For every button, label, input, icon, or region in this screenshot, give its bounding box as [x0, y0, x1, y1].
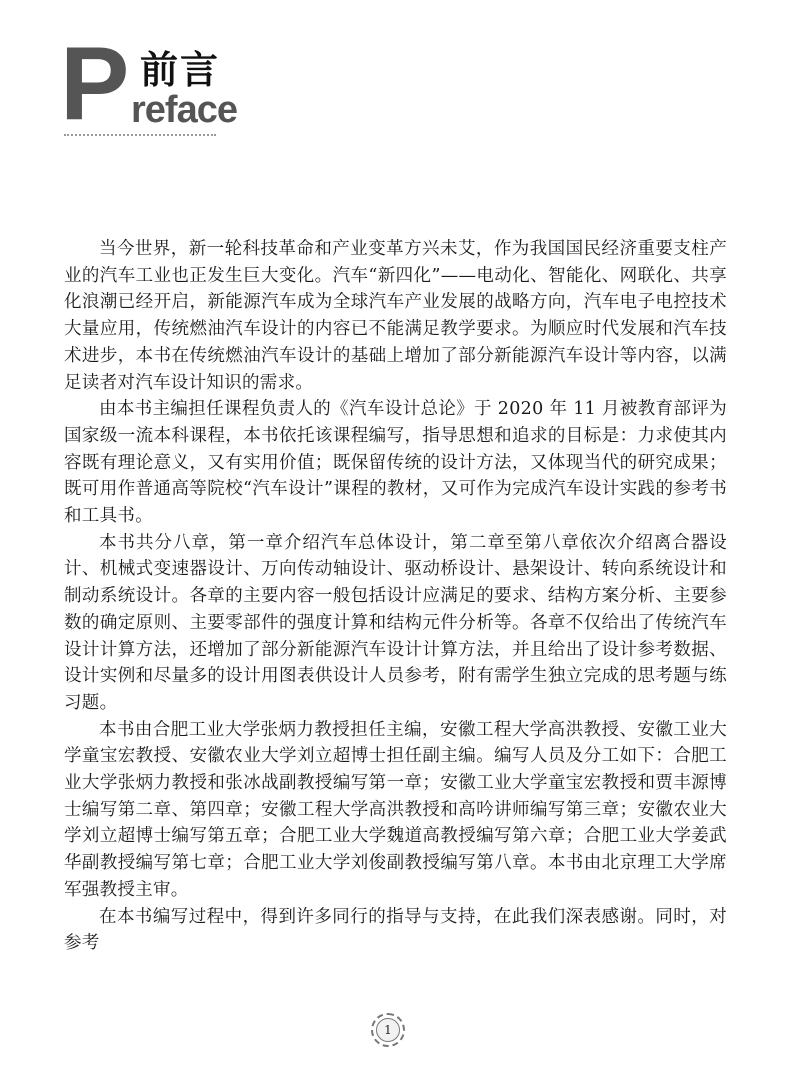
- big-letter-p: P: [60, 26, 128, 142]
- paragraph-3: 本书共分八章，第一章介绍汽车总体设计，第二章至第八章依次介绍离合器设计、机械式变速器设计、万向传动轴设计、驱动桥设计、悬架设计、转向系统设计和制动系统设计。各章的主要内容一般包括设计应满足的要求、结构方案分析、主要参数的确定原则、主要零部件的强度计算和结构元件分析等。各章不仅给出了传统汽车设计计算方法，还增加了部分新能源汽车设计计算方法，并且给出了设计参考数据、设计实例和尽量多的设计用图表供设计人员参考，附有需学生独立完成的思考题与练习题。: [64, 532, 727, 713]
- header-divider: [64, 134, 216, 136]
- page-title: 前言: [140, 48, 221, 92]
- page-number: 1: [376, 1018, 400, 1042]
- paragraph-1: 当今世界，新一轮科技革命和产业变革方兴未艾，作为我国国民经济重要支柱产业的汽车工业也正发生巨大变化。汽车“新四化”——电动化、智能化、网联化、共享化浪潮已经开启，新能源汽车成为全球汽车产业发展的战略方向，汽车电子电控技术大量应用，传统燃油汽车设计的内容已不能满足教学要求。为顺应时代发展和汽车技术进步，本书在传统燃油汽车设计的基础上增加了部分新能源汽车设计等内容，以满足读者对汽车设计知识的需求。: [64, 239, 727, 393]
- page-number-badge: [371, 1013, 405, 1047]
- paragraph-4: 本书由合肥工业大学张炳力教授担任主编，安徽工程大学高洪教授、安徽工业大学童宝宏教授、安徽农业大学刘立超博士担任副主编。编写人员及分工如下：合肥工业大学张炳力教授和张冰战副教授编写第一章；安徽工业大学童宝宏教授和贾丰源博士编写第二章、第四章；安徽工程大学高洪教授和高吟讲师编写第三章；安徽农业大学刘立超博士编写第五章；合肥工业大学魏道高教授编写第六章；合肥工业大学姜武华副教授编写第七章；合肥工业大学刘俊副教授编写第八章。本书由北京理工大学席军强教授主审。: [64, 719, 727, 900]
- preface-body: [64, 236, 727, 957]
- page-title-english: reface: [131, 89, 237, 131]
- paragraph-2: 由本书主编担任课程负责人的《汽车设计总论》于 2020 年 11 月被教育部评为国家级一流本科课程，本书依托该课程编写，指导思想和追求的目标是：力求使其内容既有理论意义，又有实用价值；既保留传统的设计方法，又体现当代的研究成果；既可用作普通高等院校“汽车设计”课程的教材，又可作为完成汽车设计实践的参考书和工具书。: [64, 399, 727, 527]
- paragraph-5: 在本书编写过程中，得到许多同行的指导与支持，在此我们深表感谢。同时，对参考: [64, 906, 727, 954]
- preface-header: [58, 26, 237, 142]
